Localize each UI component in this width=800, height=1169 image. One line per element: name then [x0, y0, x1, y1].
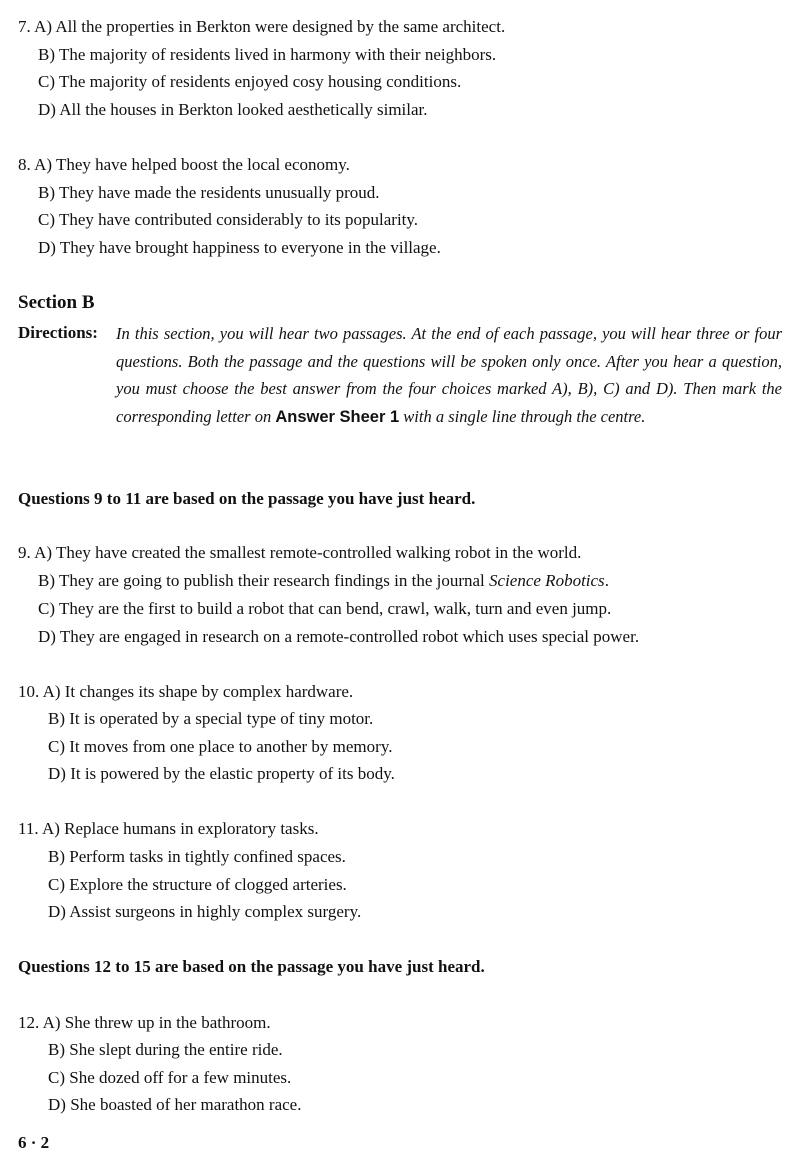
question-7-option-d: D) All the houses in Berkton looked aesthetically similar.: [38, 100, 428, 119]
question-7-option-b: B) The majority of residents lived in harmony with their neighbors.: [38, 45, 497, 64]
directions-text: [116, 320, 782, 431]
question-10-option-c: C) It moves from one place to another by memory.: [48, 737, 393, 756]
option-text: B) They are going to publish their research findings in the journal: [38, 571, 490, 590]
directions-text-part-1: In this section, you will hear two passages. At the end of each passage, you will hear three or four questions. Both the passage and the questions will be spoken only once. After you hear a question, you must choose the best answer from the four choices marked A), B), C) and D). Then mark the corresponding letter on: [116, 324, 782, 426]
option-text: A) She threw up in the bathroom.: [42, 1013, 271, 1032]
question-8-option-b: B) They have made the residents unusually proud.: [38, 183, 380, 202]
question-8-option-c: C) They have contributed considerably to its popularity.: [38, 210, 419, 229]
option-text-end: .: [604, 571, 609, 590]
question-9-option-a: [18, 543, 581, 563]
question-8-option-a: [18, 155, 350, 175]
question-12-option-c: C) She dozed off for a few minutes.: [48, 1068, 292, 1087]
question-11-option-b: B) Perform tasks in tightly confined spaces.: [48, 847, 346, 866]
question-12-option-a: [18, 1013, 271, 1033]
question-9-option-b: [38, 571, 609, 591]
question-10-option-d: D) It is powered by the elastic property of its body.: [48, 764, 395, 783]
question-12-number: 12.: [18, 1013, 40, 1032]
question-9-option-d: D) They are engaged in research on a remote-controlled robot which uses special power.: [38, 627, 640, 646]
question-7-option-c: C) The majority of residents enjoyed cosy housing conditions.: [38, 72, 462, 91]
question-8-option-d: D) They have brought happiness to everyone in the village.: [38, 238, 441, 257]
questions-12-15-heading: Questions 12 to 15 are based on the passage you have just heard.: [18, 957, 485, 976]
question-11-option-d: D) Assist surgeons in highly complex surgery.: [48, 902, 362, 921]
question-12-option-d: D) She boasted of her marathon race.: [48, 1095, 302, 1114]
option-text: A) Replace humans in exploratory tasks.: [41, 819, 319, 838]
question-11-number: 11.: [18, 819, 39, 838]
directions-label: Directions:: [18, 323, 98, 342]
section-b-title: Section B: [18, 292, 95, 313]
question-7-option-a: [18, 17, 505, 37]
question-10-option-a: [18, 682, 353, 702]
question-9-option-c: C) They are the first to build a robot that can bend, crawl, walk, turn and even jump.: [38, 599, 612, 618]
question-11-option-c: C) Explore the structure of clogged arteries.: [48, 875, 347, 894]
option-text: A) They have helped boost the local economy.: [34, 155, 350, 174]
question-10-number: 10.: [18, 682, 40, 701]
question-10-option-b: B) It is operated by a special type of tiny motor.: [48, 709, 374, 728]
option-text: A) It changes its shape by complex hardware.: [42, 682, 354, 701]
option-text: A) All the properties in Berkton were designed by the same architect.: [34, 17, 506, 36]
question-7-number: 7.: [18, 17, 31, 36]
question-11-option-a: [18, 819, 319, 839]
question-9-number: 9.: [18, 543, 31, 562]
page-number: 6 · 2: [18, 1133, 50, 1152]
directions-text-part-2: with a single line through the centre.: [399, 406, 646, 426]
question-12-option-b: B) She slept during the entire ride.: [48, 1040, 283, 1059]
option-text: A) They have created the smallest remote-controlled walking robot in the world.: [34, 543, 582, 562]
questions-9-11-heading: Questions 9 to 11 are based on the passage you have just heard.: [18, 489, 476, 508]
journal-name: Science Robotics: [489, 571, 605, 590]
question-8-number: 8.: [18, 155, 31, 174]
answer-sheet-reference: Answer Sheer 1: [275, 407, 400, 426]
